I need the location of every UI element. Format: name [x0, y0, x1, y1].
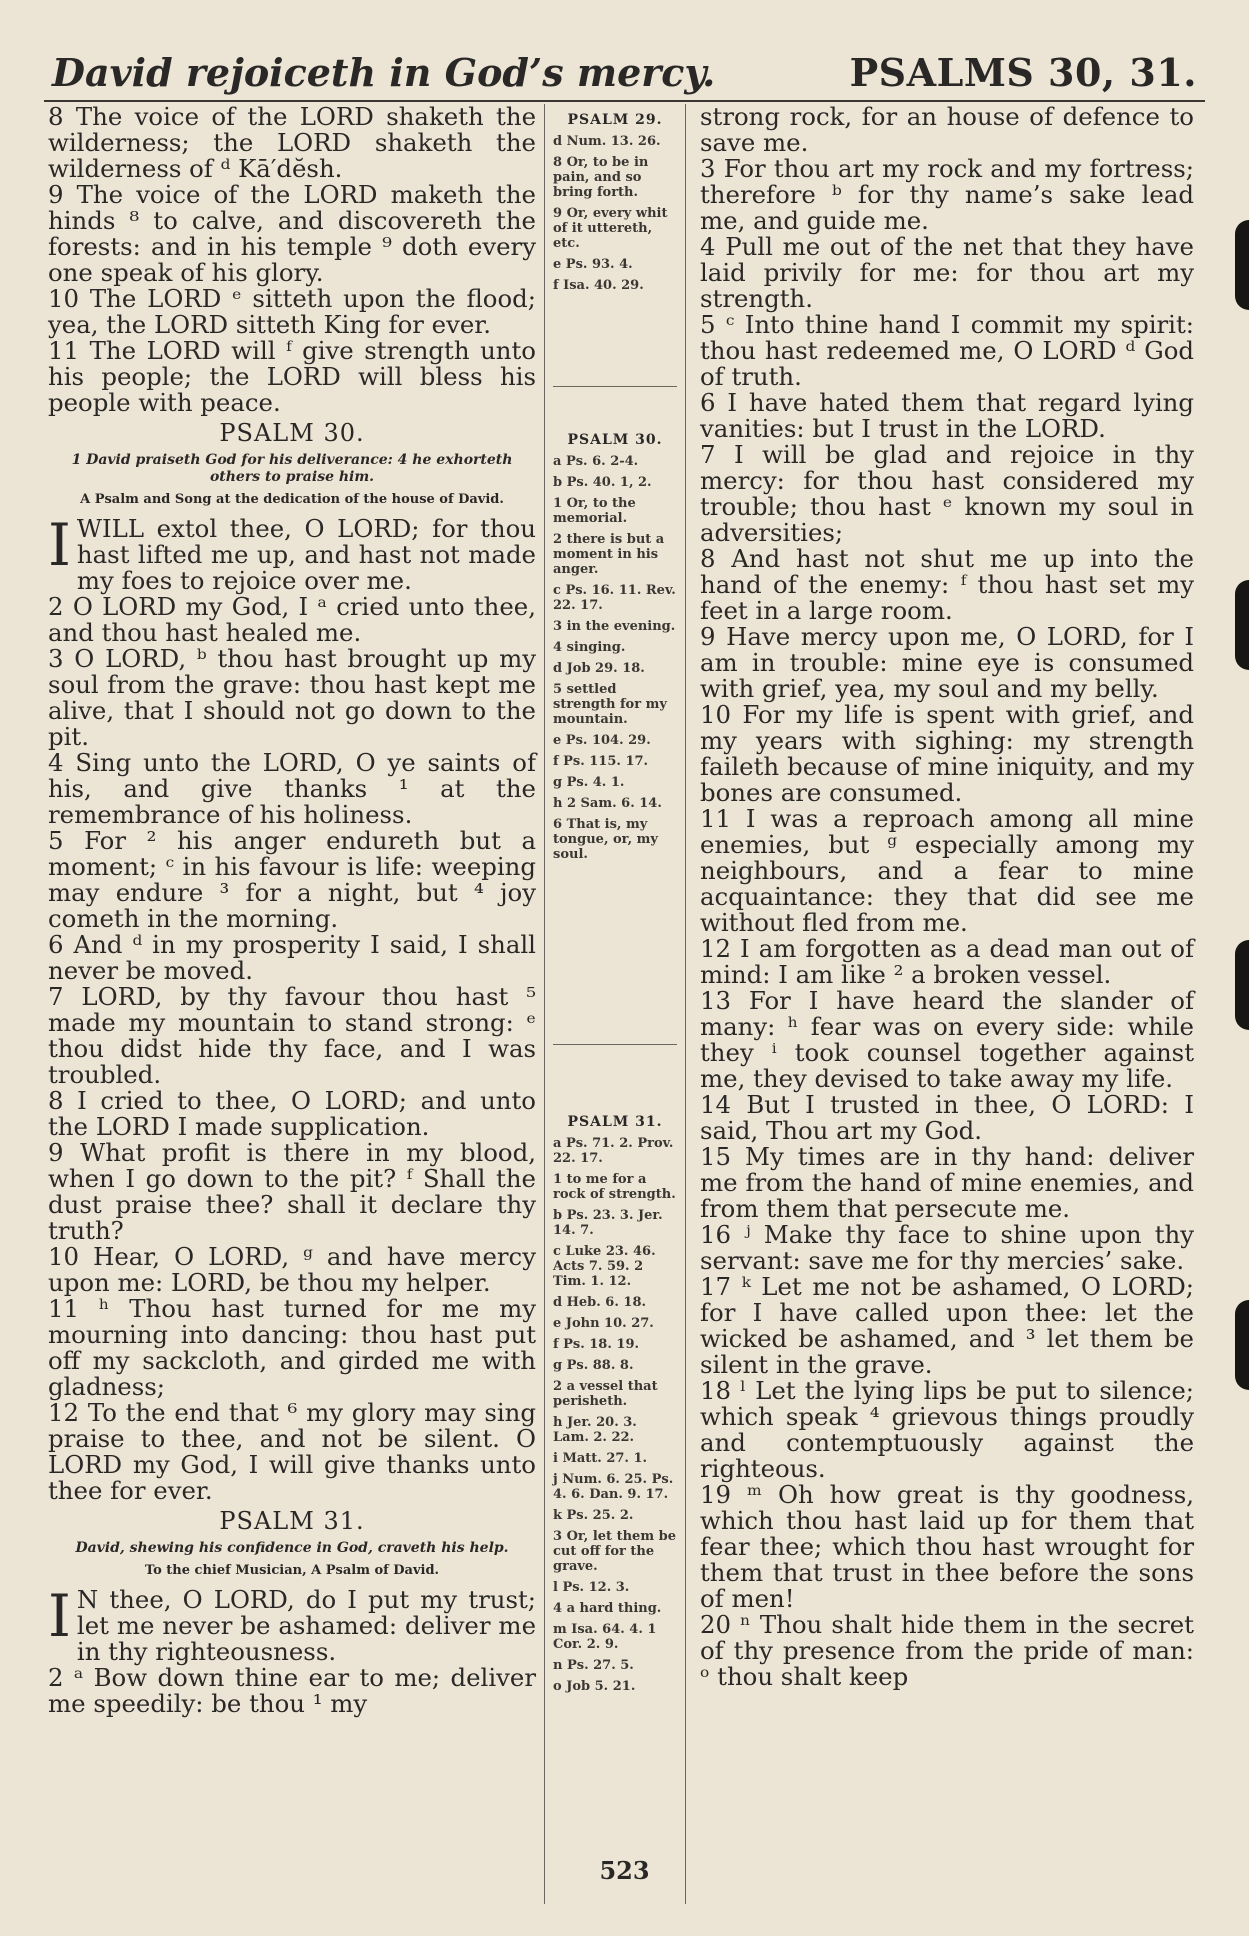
- margin-note: l Ps. 12. 3.: [553, 1580, 630, 1595]
- margin-note: h Jer. 20. 3. Lam. 2. 22.: [553, 1415, 637, 1445]
- margin-note: b Ps. 40. 1, 2.: [553, 475, 652, 490]
- verse: 4 Sing unto the LORD, O ye saints of his, and give thanks ¹ at the remembrance of his holiness.: [48, 748, 536, 829]
- margin-note: 4 a hard thing.: [553, 1601, 662, 1616]
- margin-note: e Ps. 104. 29.: [553, 733, 651, 748]
- margin-note: n Ps. 27. 5.: [553, 1658, 634, 1673]
- verse: 2 ᵃ Bow down thine ear to me; deliver me speedily: be thou ¹ my: [48, 1663, 536, 1718]
- margin-block-psalm-31: [545, 1114, 685, 1700]
- verse: 17 ᵏ Let me not be ashamed, O LORD; for I have called upon thee: let the wicked be ashamed, and ³ let them be silent in the grave.: [700, 1272, 1194, 1379]
- margin-note: d Heb. 6. 18.: [553, 1295, 647, 1310]
- verse: 19 ᵐ Oh how great is thy goodness, which thou hast laid up for them that fear thee; which thou hast wrought for them that trust in thee before the sons of men!: [700, 1480, 1194, 1613]
- margin-note: c Ps. 16. 11. Rev. 22. 17.: [553, 583, 676, 613]
- verse-text: WILL extol thee, O LORD; for thou hast lifted me up, and hast not made my foes to rejoice over me.: [76, 514, 536, 595]
- psalm-31-summary: David, shewing his confidence in God, craveth his help.: [75, 1540, 509, 1556]
- margin-note: 8 Or, to be in pain, and so bring forth.: [553, 155, 649, 200]
- verse: 10 The LORD ᵉ sitteth upon the flood; yea, the LORD sitteth King for ever.: [48, 284, 536, 339]
- thumb-index-tab: [1235, 940, 1249, 1030]
- margin-note: e John 10. 27.: [553, 1316, 654, 1331]
- verse: 12 I am forgotten as a dead man out of mind: I am like ² a broken vessel.: [700, 934, 1194, 989]
- verse: 18 ˡ Let the lying lips be put to silence; which speak ⁴ grievous things proudly and contemptuously against the righteous.: [700, 1376, 1194, 1483]
- verse: 10 For my life is spent with grief, and my years with sighing: my strength faileth because of mine iniquity, and my bones are consumed.: [700, 700, 1194, 807]
- verse: 9 Have mercy upon me, O LORD, for I am in trouble: mine eye is consumed with grief, yea, my soul and my belly.: [700, 622, 1194, 703]
- running-header: [44, 44, 1205, 102]
- verse: 6 And ᵈ in my prosperity I said, I shall never be moved.: [48, 930, 536, 985]
- margin-note: f Ps. 18. 19.: [553, 1337, 640, 1352]
- margin-block-psalm-29: [545, 112, 685, 299]
- right-text-column: [700, 104, 1194, 1690]
- verse: 9 The voice of the LORD maketh the hinds ⁸ to calve, and discovereth the forests: and in his temple ⁹ doth every one speak of his glory.: [48, 180, 536, 287]
- margin-note: a Ps. 71. 2. Prov. 22. 17.: [553, 1136, 674, 1166]
- margin-note: k Ps. 25. 2.: [553, 1508, 634, 1523]
- verse: 3 For thou art my rock and my fortress; therefore ᵇ for thy name’s sake lead me, and guide me.: [700, 154, 1194, 235]
- margin-note: f Isa. 40. 29.: [553, 278, 644, 293]
- verse: 8 The voice of the LORD shaketh the wilderness; the LORD shaketh the wilderness of ᵈ Kā′dĕsh.: [48, 102, 536, 183]
- margin-note: i Matt. 27. 1.: [553, 1451, 648, 1466]
- margin-note: h 2 Sam. 6. 14.: [553, 796, 662, 811]
- margin-note: g Ps. 88. 8.: [553, 1358, 634, 1373]
- margin-note: m Isa. 64. 4. 1 Cor. 2. 9.: [553, 1622, 657, 1652]
- verse: 12 To the end that ⁶ my glory may sing praise to thee, and not be silent. O LORD my God, I will give thanks unto thee for ever.: [48, 1398, 536, 1505]
- verse: 3 O LORD, ᵇ thou hast brought up my soul from the grave: thou hast kept me alive, that I should not go down to the pit.: [48, 644, 536, 751]
- verse: 8 And hast not shut me up into the hand of the enemy: ᶠ thou hast set my feet in a large room.: [700, 544, 1194, 625]
- drop-cap: I: [48, 511, 71, 579]
- verse: 8 I cried to thee, O LORD; and unto the LORD I made supplication.: [48, 1086, 536, 1141]
- margin-note: 5 settled strength for my mountain.: [553, 682, 667, 727]
- verse: 20 ⁿ Thou shalt hide them in the secret of thy presence from the pride of man: ᵒ thou shalt keep: [700, 1610, 1194, 1691]
- margin-heading: PSALM 29.: [567, 112, 663, 128]
- margin-note: f Ps. 115. 17.: [553, 754, 649, 769]
- verse: 11 The LORD will ᶠ give strength unto his people; the LORD will bless his people with peace.: [48, 336, 536, 417]
- drop-cap: I: [48, 1582, 71, 1650]
- margin-note: 3 in the evening.: [553, 619, 676, 634]
- psalm-30-summary: 1 David praiseth God for his deliverance: 4 he exhorteth others to praise him.: [71, 452, 513, 485]
- margin-note: e Ps. 93. 4.: [553, 257, 633, 272]
- verse: 15 My times are in thy hand: deliver me from the hand of mine enemies, and from them that persecute me.: [700, 1142, 1194, 1223]
- margin-note: g Ps. 4. 1.: [553, 775, 625, 790]
- verse: 14 But I trusted in thee, O LORD: I said, Thou art my God.: [700, 1090, 1194, 1145]
- margin-references: [544, 104, 686, 1904]
- margin-note: o Job 5. 21.: [553, 1679, 636, 1694]
- psalm-31-title: PSALM 31.: [219, 1507, 365, 1535]
- margin-note: 1 to me for a rock of strength.: [553, 1172, 676, 1202]
- margin-note: 3 Or, let them be cut off for the grave.: [553, 1529, 676, 1574]
- margin-note: a Ps. 6. 2-4.: [553, 454, 639, 469]
- verse: 2 O LORD my God, I ᵃ cried unto thee, and thou hast healed me.: [48, 592, 536, 647]
- margin-heading: PSALM 31.: [567, 1114, 663, 1130]
- margin-divider: [553, 386, 677, 387]
- margin-heading: PSALM 30.: [567, 432, 663, 448]
- verse: 5 ᶜ Into thine hand I commit my spirit: thou hast redeemed me, O LORD ᵈ God of truth.: [700, 310, 1194, 391]
- psalm-30-title: PSALM 30.: [219, 419, 365, 447]
- verse: 7 LORD, by thy favour thou hast ⁵ made my mountain to stand strong: ᵉ thou didst hide thy face, and I was troubled.: [48, 982, 536, 1089]
- verse: 13 For I have heard the slander of many: ʰ fear was on every side: while they ⁱ took counsel together against me, they devised to take away my life.: [700, 986, 1194, 1093]
- margin-note: 4 singing.: [553, 640, 626, 655]
- margin-note: d Num. 13. 26.: [553, 134, 661, 149]
- verse: 5 For ² his anger endureth but a moment; ᶜ in his favour is life: weeping may endure ³ for a night, but ⁴ joy cometh in the morning.: [48, 826, 536, 933]
- verse: 4 Pull me out of the net that they have laid privily for me: for thou art my strength.: [700, 232, 1194, 313]
- psalm-30-superscription: A Psalm and Song at the dedication of the house of David.: [80, 492, 504, 507]
- verse: 16 ʲ Make thy face to shine upon thy servant: save me for thy mercies’ sake.: [700, 1220, 1194, 1275]
- verse-text: N thee, O LORD, do I put my trust; let me never be ashamed: deliver me in thy righteousness.: [76, 1585, 536, 1666]
- header-right-title: PSALMS 30, 31.: [849, 50, 1197, 95]
- header-left-title: David rejoiceth in God’s mercy.: [52, 50, 716, 95]
- verse: 6 I have hated them that regard lying vanities: but I trust in the LORD.: [700, 388, 1194, 443]
- left-text-column: [48, 104, 536, 1717]
- verse: 11 I was a reproach among all mine enemies, but ᵍ especially among my neighbours, and a fear to mine acquaintance: they that did see me without fled from me.: [700, 804, 1194, 937]
- margin-note: j Num. 6. 25. Ps. 4. 6. Dan. 9. 17.: [553, 1472, 674, 1502]
- thumb-index-tab: [1235, 580, 1249, 670]
- margin-divider: [553, 1044, 677, 1045]
- margin-block-psalm-30: [545, 432, 685, 868]
- margin-note: d Job 29. 18.: [553, 661, 645, 676]
- margin-note: c Luke 23. 46. Acts 7. 59. 2 Tim. 1. 12.: [553, 1244, 656, 1289]
- verse: strong rock, for an house of defence to save me.: [700, 102, 1194, 157]
- verse: 7 I will be glad and rejoice in thy mercy: for thou hast considered my trouble; thou hast ᵉ known my soul in adversities;: [700, 440, 1194, 547]
- thumb-index-tab: [1235, 1300, 1249, 1390]
- thumb-index-tab: [1235, 220, 1249, 310]
- margin-note: 2 a vessel that perisheth.: [553, 1379, 658, 1409]
- verse: 9 What profit is there in my blood, when I go down to the pit? ᶠ Shall the dust praise thee? shall it declare thy truth?: [48, 1138, 536, 1245]
- page-number: 523: [599, 1856, 650, 1885]
- margin-note: 1 Or, to the memorial.: [553, 496, 636, 526]
- psalm-30-verse-1: [48, 511, 536, 595]
- margin-note: 6 That is, my tongue, or, my soul.: [553, 817, 658, 862]
- margin-note: 9 Or, every whit of it uttereth, etc.: [553, 206, 668, 251]
- verse: 10 Hear, O LORD, ᵍ and have mercy upon me: LORD, be thou my helper.: [48, 1242, 536, 1297]
- psalm-31-verse-1: [48, 1582, 536, 1666]
- margin-note: b Ps. 23. 3. Jer. 14. 7.: [553, 1208, 663, 1238]
- psalm-31-superscription: To the chief Musician, A Psalm of David.: [144, 1563, 440, 1578]
- margin-note: 2 there is but a moment in his anger.: [553, 532, 665, 577]
- verse: 11 ʰ Thou hast turned for me my mourning into dancing: thou hast put off my sackcloth, and girded me with gladness;: [48, 1294, 536, 1401]
